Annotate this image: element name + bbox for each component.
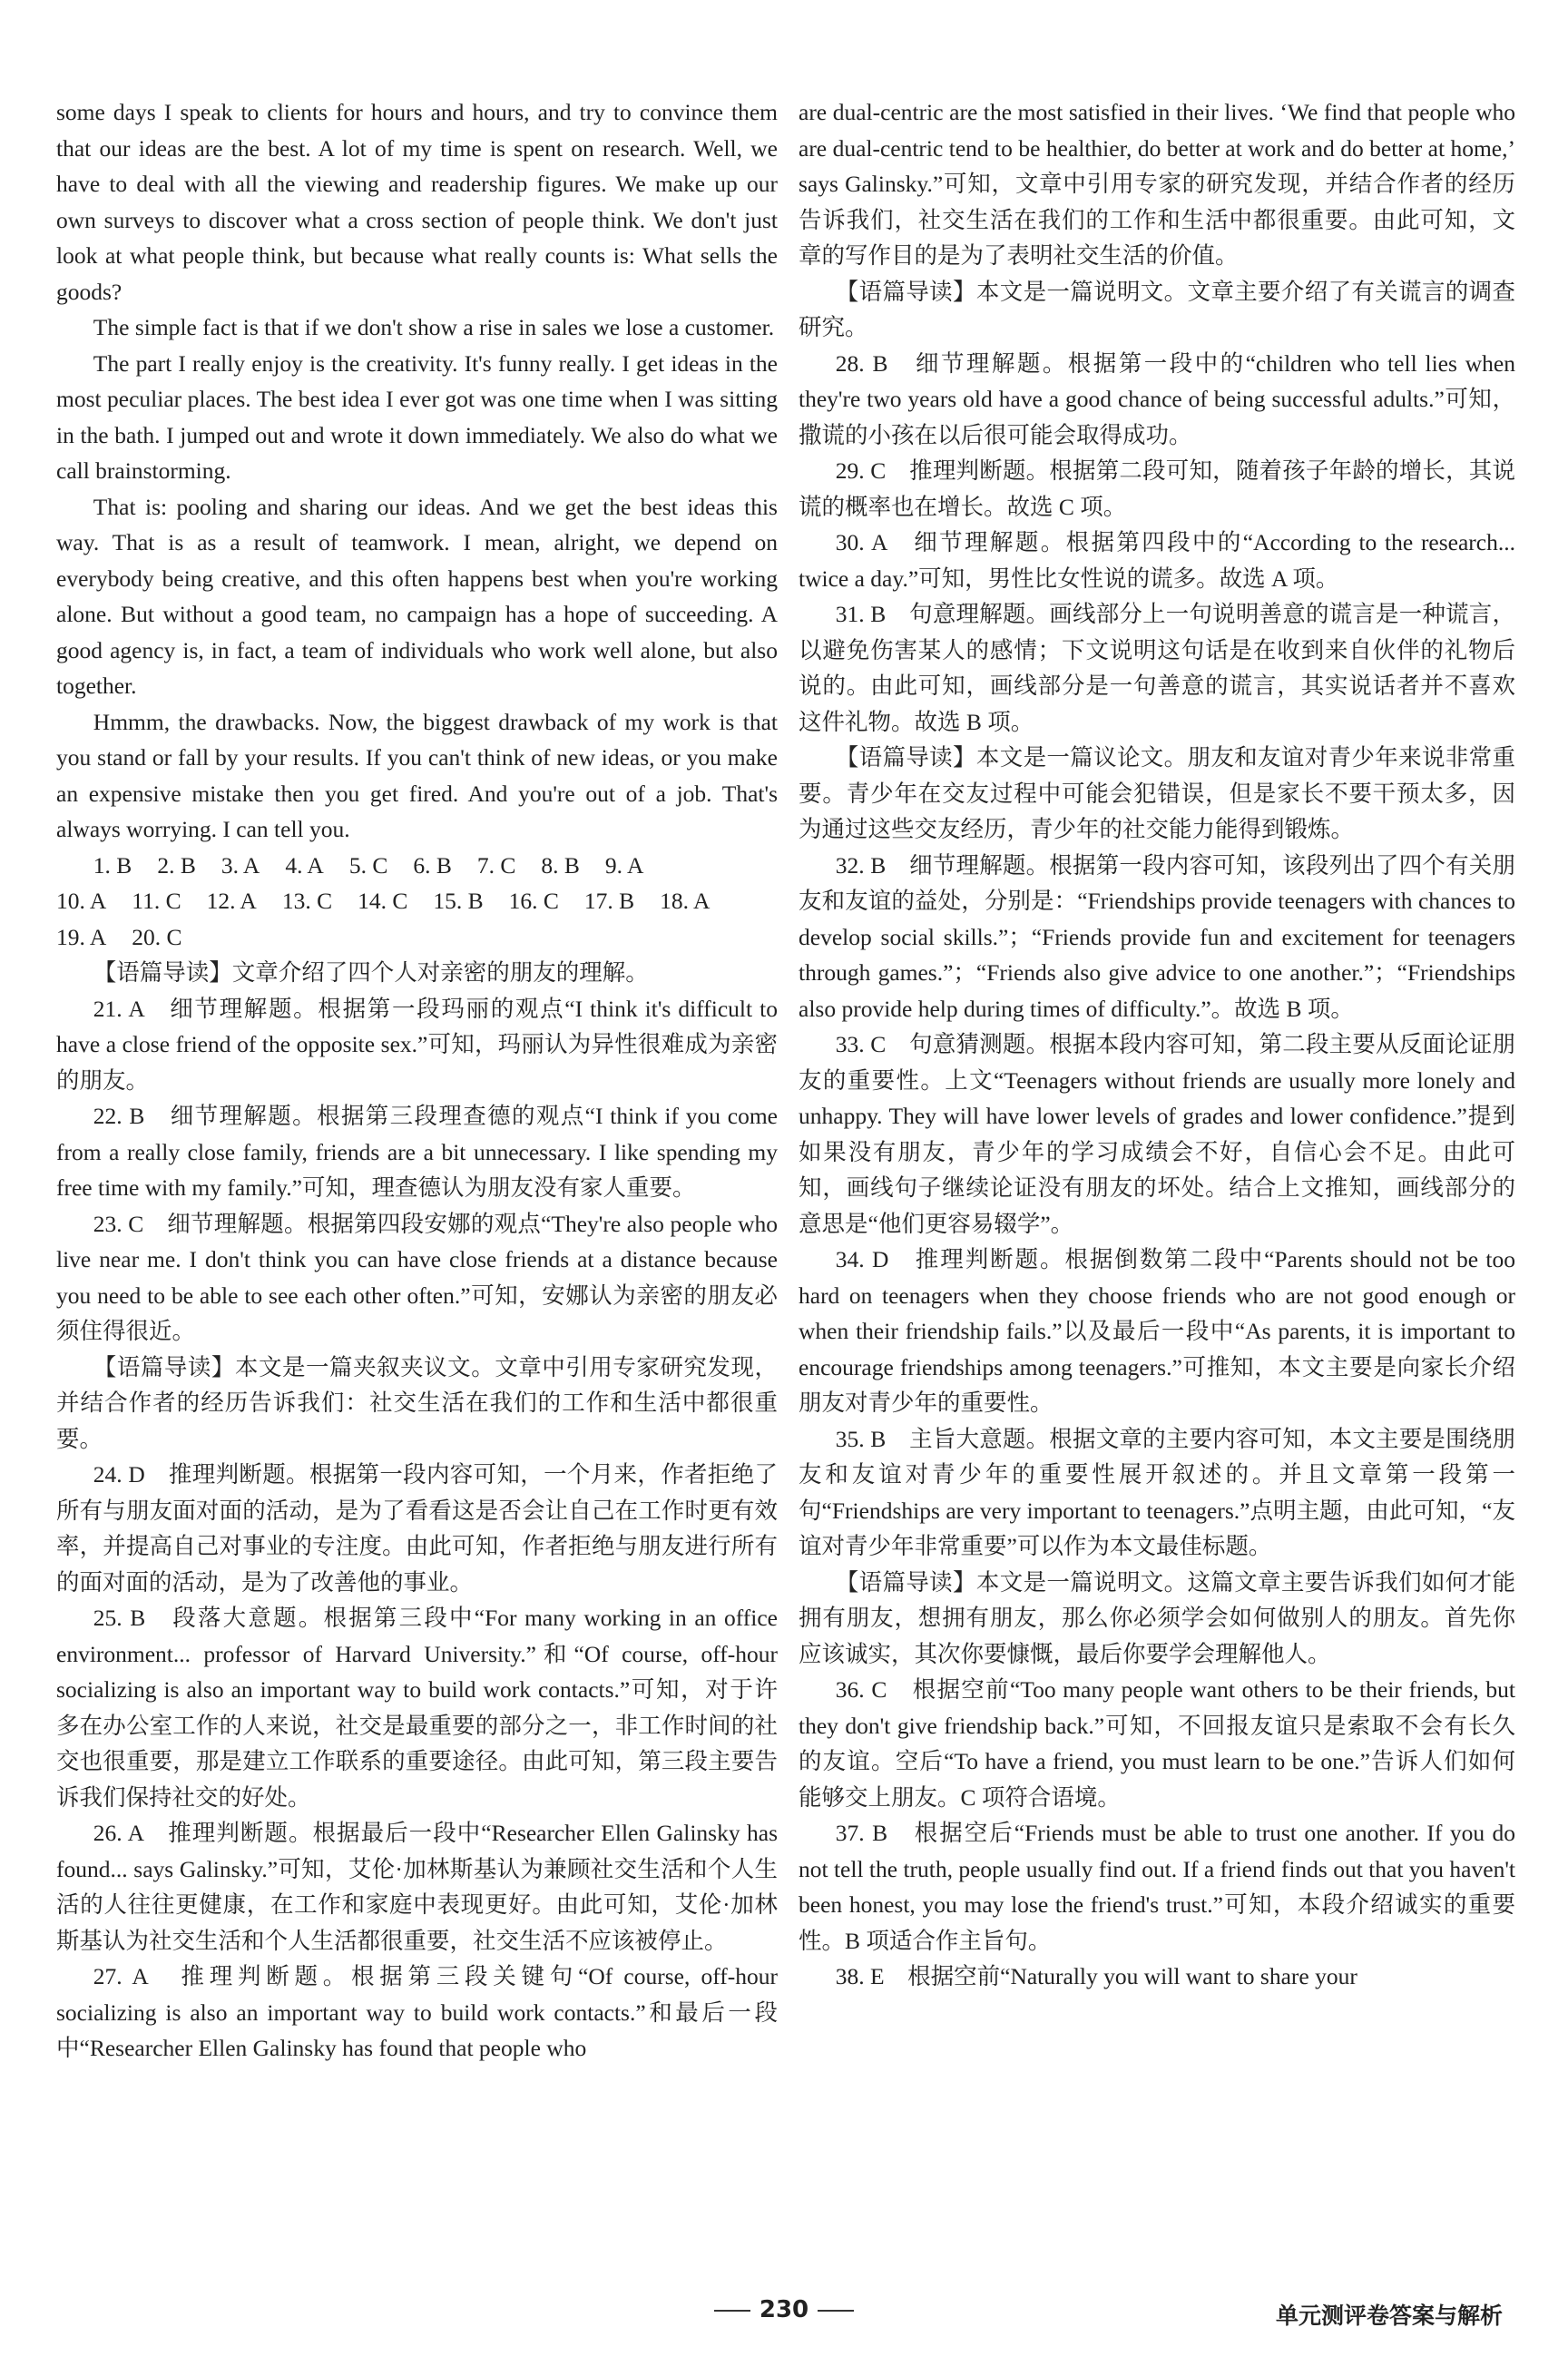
answer-item: 11. C: [132, 888, 181, 914]
answer-item: 13. C: [281, 888, 333, 914]
answer-key-row: [56, 883, 778, 919]
right-column: [799, 94, 1515, 1995]
answer-explanation: 34. D 推理判断题。根据倒数第二段中“Parents should not be too hard on teenagers when they choose friends who are not good enough or when their friendship fails.”以及最后一段中“As parents, it is important to encourage friendships among teenagers.”可推知，本文主要是向家长介绍朋友对青少年的重要性。: [799, 1246, 1515, 1416]
answer-explanation: 25. B 段落大意题。根据第三段中“For many working in an office environment... professor of Harvard University.”和“Of course, off-hour socializing is also an important way to build work contacts.”可知，对于许多在办公室工作的人来说，社交是最重要的部分之一，非工作时间的社交也很重要，那是建立工作联系的重要途径。由此可知，第三段主要告诉我们保持社交的好处。: [56, 1605, 778, 1811]
answer-explanation: 36. C 根据空前“Too many people want others to be their friends, but they don't give friendship back.”可知，不回报友谊只是索取不会有长久的友谊。空后“To have a friend, you must learn to be one.”告诉人们如何能够交上朋友。C 项符合语境。: [799, 1676, 1515, 1811]
answer-item: 18. A: [660, 888, 710, 914]
reading-guide: 【语篇导读】本文是一篇说明文。文章主要介绍了有关谎言的调查研究。: [799, 278, 1515, 340]
answer-item: 12. A: [206, 888, 257, 914]
reading-guide: 【语篇导读】本文是一篇说明文。这篇文章主要告诉我们如何才能拥有朋友，想拥有朋友，那么你必须学会如何做别人的朋友。首先你应该诚实，其次你要慷慨，最后你要学会理解他人。: [799, 1568, 1515, 1667]
paragraph: The simple fact is that if we don't show a rise in sales we lose a customer.: [93, 314, 775, 340]
answer-item: 19. A: [56, 923, 107, 950]
paragraph: are dual-centric are the most satisfied in their lives. ‘We find that people who are dual-centric tend to be healthier, do better at work and do better at home,’ says Galinsky.”可知，文章中引用专家的研究发现，并结合作者的经历告诉我们，社交生活在我们的工作和生活中都很重要。由此可知，文章的写作目的是为了表明社交生活的价值。: [799, 99, 1515, 269]
answer-item: 15. B: [433, 888, 484, 914]
answer-explanation: 27. A 推理判断题。根据第三段关键句“Of course, off-hour socializing is also an important way to build work contacts.”和最后一段中“Researcher Ellen Galinsky has found that people who: [56, 1963, 778, 2061]
answer-item: 3. A: [220, 851, 260, 879]
answer-key-row: [56, 919, 778, 956]
section-title: 单元测评卷答案与解析: [1275, 2303, 1503, 2329]
paragraph: That is: pooling and sharing our ideas. And we get the best ideas this way. That is as a result of teamwork. I mean, alright, we depend on everybody being creative, and this often happens best when you're working alone. But without a good team, no campaign has a hope of succeeding. A good agency is, in fact, a team of individuals who work well alone, but also together.: [56, 493, 778, 699]
answer-explanation: 28. B 细节理解题。根据第一段中的“children who tell lies when they're two years old have a good chance of being successful adults.”可知，撒谎的小孩在以后很可能会取得成功。: [799, 349, 1515, 448]
left-column: [56, 94, 778, 2067]
answer-item: 2. B: [157, 851, 196, 879]
answer-explanation: 30. A 细节理解题。根据第四段中的“According to the research... twice a day.”可知，男性比女性说的谎多。故选 A 项。: [799, 529, 1515, 592]
paragraph: The part I really enjoy is the creativity. It's funny really. I get ideas in the most peculiar places. The best idea I ever got was one time when I was sitting in the bath. I jumped out and wrote it down immediately. We also do what we call brainstorming.: [56, 349, 778, 484]
answer-item: 1. B: [93, 851, 132, 879]
dash-left: [714, 2310, 750, 2312]
answer-explanation: 24. D 推理判断题。根据第一段内容可知，一个月来，作者拒绝了所有与朋友面对面的活动，是为了看看这是否会让自己在工作时更有效率，并提高自己对事业的专注度。由此可知，作者拒绝与朋友进行所有的面对面的活动，是为了改善他的事业。: [56, 1461, 778, 1596]
page-number-text: 230: [759, 2296, 809, 2323]
answer-item: 5. C: [348, 851, 388, 879]
answer-explanation: 31. B 句意理解题。画线部分上一句说明善意的谎言是一种谎言，以避免伤害某人的感情；下文说明这句话是在收到来自伙伴的礼物后说的。由此可知，画线部分是一句善意的谎言，其实说话者并不喜欢这件礼物。故选 B 项。: [799, 601, 1515, 735]
dash-right: [818, 2310, 854, 2312]
answer-explanation: 29. C 推理判断题。根据第二段可知，随着孩子年龄的增长，其说谎的概率也在增长。故选 C 项。: [799, 457, 1515, 520]
answer-item: 4. A: [285, 851, 324, 879]
answer-item: 14. C: [358, 888, 408, 914]
answer-item: 6. B: [413, 851, 452, 879]
answer-explanation: 35. B 主旨大意题。根据文章的主要内容可知，本文主要是围绕朋友和友谊对青少年的重要性展开叙述的。并且文章第一段第一句“Friendships are very important to teenagers.”点明主题，由此可知，“友谊对青少年非常重要”可以作为本文最佳标题。: [799, 1425, 1515, 1559]
answer-item: 20. C: [132, 923, 182, 950]
answer-explanation: 38. E 根据空前“Naturally you will want to share your: [835, 1963, 1357, 1989]
answer-explanation: 26. A 推理判断题。根据最后一段中“Researcher Ellen Galinsky has found... says Galinsky.”可知，艾伦·加林斯基认为兼顾社交生活和个人生活的人往往更健康，在工作和家庭中表现更好。由此可知，艾伦·加林斯基认为社交生活和个人生活都很重要，社交生活不应该被停止。: [56, 1820, 778, 1954]
answer-explanation: 22. B 细节理解题。根据第三段理查德的观点“I think if you come from a really close family, friends are a bit unnecessary. I like spending my free time with my family.”可知，理查德认为朋友没有家人重要。: [56, 1103, 778, 1201]
answer-explanation: 21. A 细节理解题。根据第一段玛丽的观点“I think it's difficult to have a close friend of the opposite sex.”可知，玛丽认为异性很难成为亲密的朋友。: [56, 995, 778, 1094]
answer-item: 17. B: [583, 888, 635, 914]
answer-item: 9. A: [604, 851, 644, 879]
answer-item: 8. B: [541, 851, 580, 879]
reading-guide: 【语篇导读】本文是一篇议论文。朋友和友谊对青少年来说非常重要。青少年在交友过程中可能会犯错误，但是家长不要干预太多，因为通过这些交友经历，青少年的社交能力能得到锻炼。: [799, 744, 1515, 842]
answer-key-row: [56, 848, 778, 884]
paragraph: some days I speak to clients for hours and hours, and try to convince them that our ideas are the best. A lot of my time is spent on research. Well, we have to deal with all the viewing and readership figures. We make up our own surveys to discover what a cross section of people think. We don't just look at what people think, but because what really counts is: What sells the goods?: [56, 99, 778, 305]
answer-item: 10. A: [56, 888, 107, 914]
reading-guide: 【语篇导读】文章介绍了四个人对亲密的朋友的理解。: [93, 959, 649, 986]
paragraph: Hmmm, the drawbacks. Now, the biggest drawback of my work is that you stand or fall by your results. If you can't think of new ideas, or you make an expensive mistake then you get fired. And you're out of a job. That's always worrying. I can tell you.: [56, 708, 778, 842]
answer-explanation: 37. B 根据空后“Friends must be able to trust one another. If you do not tell the truth, people usually find out. If a friend finds out that you haven't been honest, you may lose the friend's trust.”可知，本段介绍诚实的重要性。B 项适合作主旨句。: [799, 1820, 1515, 1954]
reading-guide: 【语篇导读】本文是一篇夹叙夹议文。文章中引用专家研究发现，并结合作者的经历告诉我们：社交生活在我们的工作和生活中都很重要。: [56, 1353, 778, 1452]
answer-explanation: 33. C 句意猜测题。根据本段内容可知，第二段主要从反面论证朋友的重要性。上文“Teenagers without friends are usually more lonely and unhappy. They will have lower levels of grades and lower confidence.”提到如果没有朋友，青少年的学习成绩会不好，自信心会不足。由此可知，画线句子继续论证没有朋友的坏处。结合上文推知，画线部分的意思是“他们更容易辍学”。: [799, 1031, 1515, 1237]
answer-item: 7. C: [476, 851, 516, 879]
answer-item: 16. C: [508, 888, 559, 914]
answer-explanation: 23. C 细节理解题。根据第四段安娜的观点“They're also people who live near me. I don't think you can have close friends at a distance because you need to be able to see each other often.”可知，安娜认为亲密的朋友必须住得很近。: [56, 1210, 778, 1344]
answer-explanation: 32. B 细节理解题。根据第一段内容可知，该段列出了四个有关朋友和友谊的益处，分别是：“Friendships provide teenagers with chances to develop social skills.”；“Friends provide fun and excitement for teenagers through games.”；“Friends also give advice to one another.”；“Friendships also provide help during times of difficulty.”。故选 B 项。: [799, 851, 1515, 1022]
